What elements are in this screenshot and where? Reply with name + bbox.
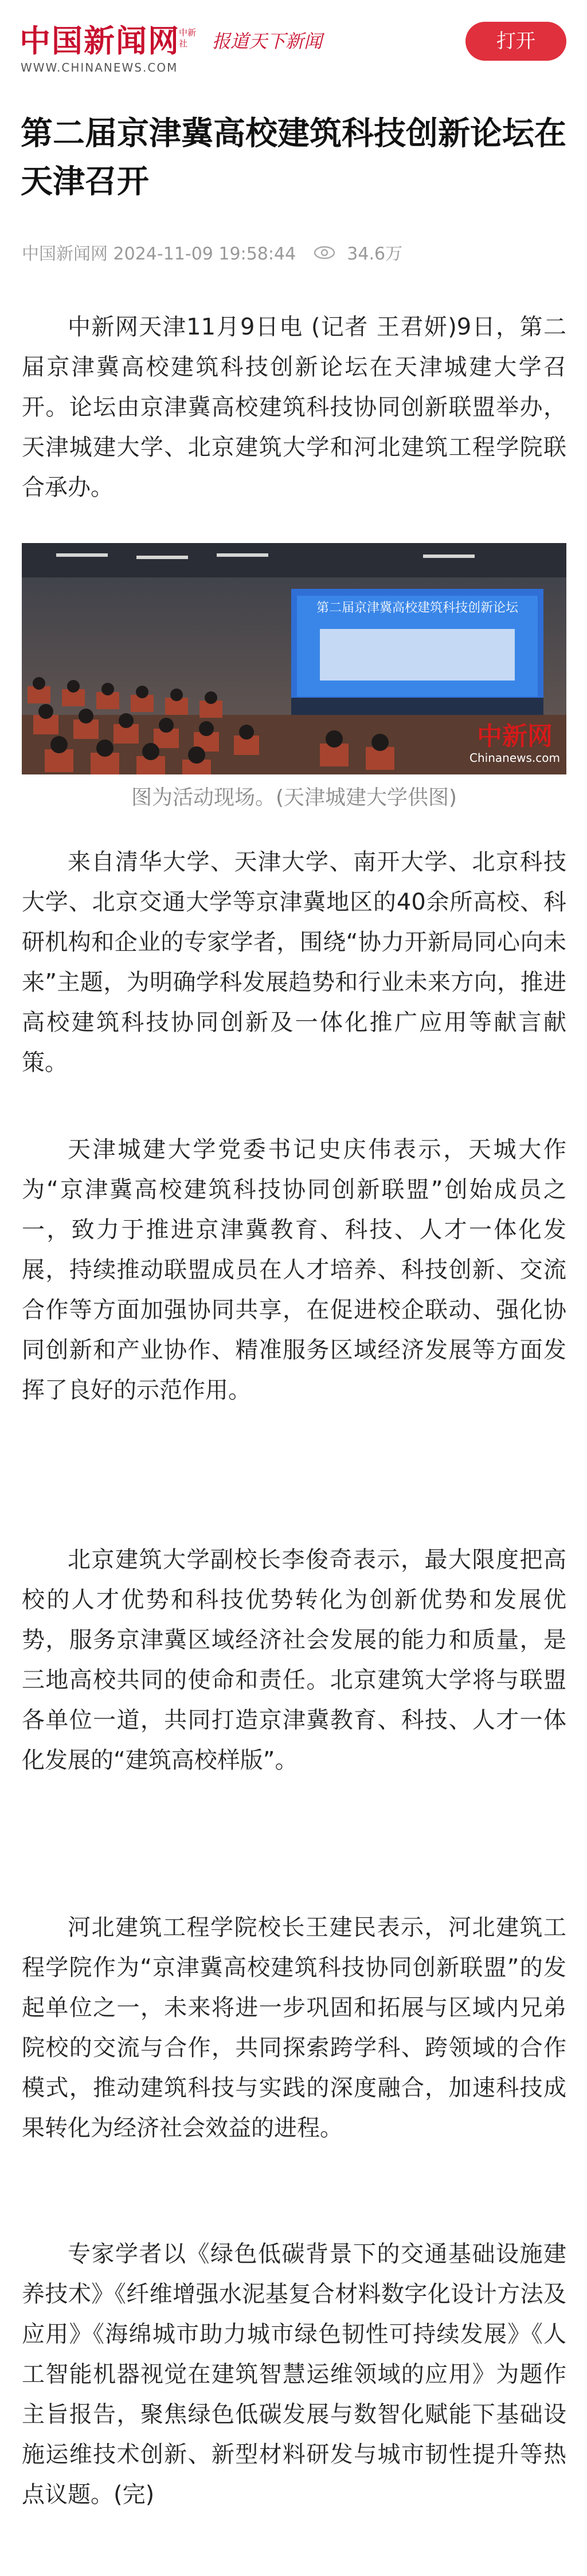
- article-source: 中国新闻网: [22, 244, 108, 264]
- logo-subtitle: 中新社: [179, 27, 197, 49]
- photo-banner-text: 第二届京津冀高校建筑科技创新论坛: [316, 601, 519, 615]
- slogan: 报道天下新闻: [212, 30, 323, 52]
- event-photo[interactable]: [22, 543, 566, 774]
- open-app-button[interactable]: 打开: [465, 22, 566, 61]
- article-datetime: 2024-11-09 19:58:44: [113, 244, 296, 264]
- article-paragraph: 来自清华大学、天津大学、南开大学、北京科技大学、北京交通大学等京津冀地区的40余所高校、科研机构和企业的专家学者，围绕“协力开新局同心向未来”主题，为明确学科发展趋势和行业未来方向，推进高校建筑科技协同创新及一体化推广应用等献言献策。: [22, 849, 566, 1076]
- photo-watermark-url: Chinanews.com: [469, 751, 560, 765]
- article-meta: [22, 243, 402, 266]
- eye-icon: [313, 243, 336, 266]
- photo-watermark: 中新网: [477, 722, 553, 751]
- chinanews-logo[interactable]: 中国新闻网: [19, 22, 180, 59]
- article-paragraph: 河北建筑工程学院校长王建民表示，河北建筑工程学院作为“京津冀高校建筑科技协同创新联盟”的发起单位之一，未来将进一步巩固和拓展与区域内兄弟院校的交流与合作，共同探索跨学科、跨领域的合作模式，推动建筑科技与实践的深度融合，加速科技成果转化为经济社会效益的进程。: [22, 1914, 566, 2141]
- article-title: 第二届京津冀高校建筑科技创新论坛在天津召开: [21, 115, 566, 200]
- view-count: 34.6万: [347, 244, 403, 264]
- article-paragraph: 专家学者以《绿色低碳背景下的交通基础设施建养技术》《纤维增强水泥基复合材料数字化设计方法及应用》《海绵城市助力城市绿色韧性可持续发展》《人工智能机器视觉在建筑智慧运维领域的应用》为题作主旨报告，聚焦绿色低碳发展与数智化赋能下基础设施运维技术创新、新型材料研发与城市韧性提升等热点议题。(完): [22, 2241, 566, 2508]
- article-paragraph: 中新网天津11月9日电 (记者 王君妍)9日，第二届京津冀高校建筑科技创新论坛在天津城建大学召开。论坛由京津冀高校建筑科技协同创新联盟举办，天津城建大学、北京建筑大学和河北建筑工程学院联合承办。: [22, 314, 566, 501]
- app-header: [0, 0, 587, 92]
- photo-caption: 图为活动现场。(天津城建大学供图): [131, 786, 457, 809]
- logo-url: WWW.CHINANEWS.COM: [21, 61, 178, 74]
- article-paragraph: 北京建筑大学副校长李俊奇表示，最大限度把高校的人才优势和科技优势转化为创新优势和发展优势，服务京津冀区域经济社会发展的能力和质量，是三地高校共同的使命和责任。北京建筑大学将与联盟各单位一道，共同打造京津冀教育、科技、人才一体化发展的“建筑高校样版”。: [22, 1547, 566, 1773]
- article-paragraph: 天津城建大学党委书记史庆伟表示，天城大作为“京津冀高校建筑科技协同创新联盟”创始成员之一，致力于推进京津冀教育、科技、人才一体化发展，持续推动联盟成员在人才培养、科技创新、交流合作等方面加强协同共享，在促进校企联动、强化协同创新和产业协作、精准服务区域经济发展等方面发挥了良好的示范作用。: [22, 1136, 566, 1403]
